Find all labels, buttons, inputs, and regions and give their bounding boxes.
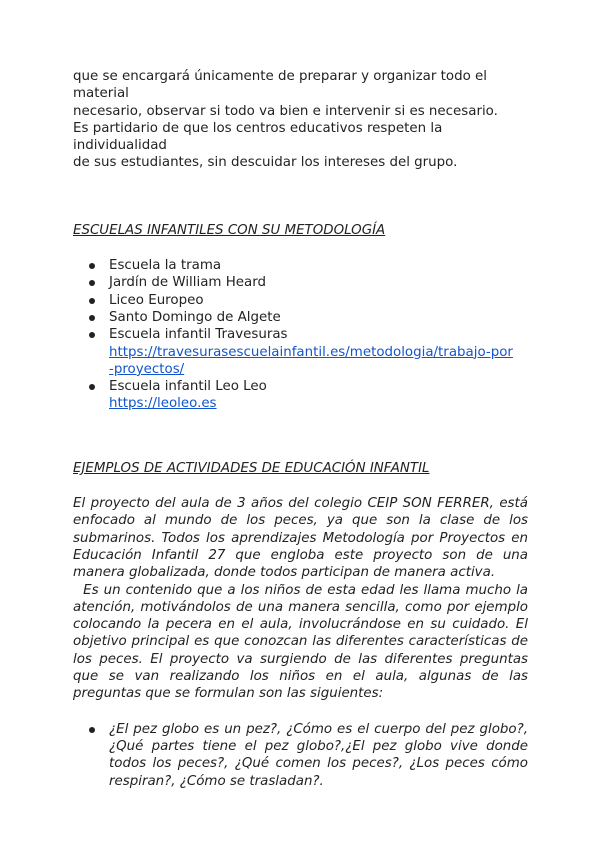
list-item: ¿El pez globo es un pez?, ¿Cómo es el cuerpo del pez globo?, ¿Qué partes tiene el pez globo?,¿El pez globo vive donde todos los peces?, ¿Qué comen los peces?, ¿Los peces cómo respiran?, ¿Cómo se trasladan?.	[73, 721, 528, 790]
examples-heading: EJEMPLOS DE ACTIVIDADES DE EDUCACIÓN INFANTIL	[73, 460, 430, 476]
questions-list	[73, 721, 528, 790]
travesuras-link-continued[interactable]: -proyectos/	[109, 361, 185, 377]
list-item: Escuela infantil Leo Leo https://leoleo.es	[73, 378, 528, 413]
list-item: Jardín de William Heard	[73, 274, 528, 291]
document-page	[73, 68, 533, 790]
examples-body	[73, 495, 533, 703]
bullet-icon	[89, 727, 95, 733]
bullet-icon	[89, 280, 95, 286]
intro-line: que se encargará únicamente de preparar y organizar todo el material	[73, 69, 487, 102]
bullet-icon	[89, 332, 95, 338]
list-item: Liceo Europeo	[73, 292, 528, 309]
leoleo-link[interactable]: https://leoleo.es	[109, 396, 217, 412]
list-item: Escuela infantil Travesuras https://travesurasescuelainfantil.es/metodologia/trabajo-por -proyectos/	[73, 326, 528, 378]
bullet-icon	[89, 315, 95, 321]
list-item: Santo Domingo de Algete	[73, 309, 528, 326]
examples-paragraph-1: El proyecto del aula de 3 años del colegio CEIP SON FERRER, está enfocado al mundo de los peces, ya que son la clase de los submarinos. Todos los aprendizajes Metodología por Proyectos en Educación Infantil 27 que engloba este proyecto son de una manera globalizada, donde todos participan de manera activa.	[73, 496, 528, 581]
schools-list	[73, 257, 528, 413]
intro-line: necesario, observar si todo va bien e intervenir si es necesario.	[73, 103, 498, 119]
intro-paragraph	[73, 68, 528, 172]
examples-paragraph-2: Es un contenido que a los niños de esta edad les llama mucho la atención, motivándolos de una manera sencilla, como por ejemplo colocando la pecera en el aula, involucrándose en su cuidado. El objetivo principal es que conozcan las diferentes características de los peces. El proyecto va surgiendo de las diferentes preguntas que se van realizando los niños en el aula, algunas de las preguntas que se formulan son las siguientes:	[73, 582, 533, 702]
list-item: Escuela la trama	[73, 257, 528, 274]
bullet-icon	[89, 298, 95, 304]
bullet-icon	[89, 263, 95, 269]
intro-line: Es partidario de que los centros educativos respeten la individualidad	[73, 120, 443, 154]
schools-heading: ESCUELAS INFANTILES CON SU METODOLOGÍA	[73, 222, 386, 238]
bullet-icon	[89, 384, 95, 390]
intro-line: de sus estudiantes, sin descuidar los intereses del grupo.	[73, 155, 458, 171]
travesuras-link[interactable]: https://travesurasescuelainfantil.es/metodologia/trabajo-por	[109, 344, 513, 360]
